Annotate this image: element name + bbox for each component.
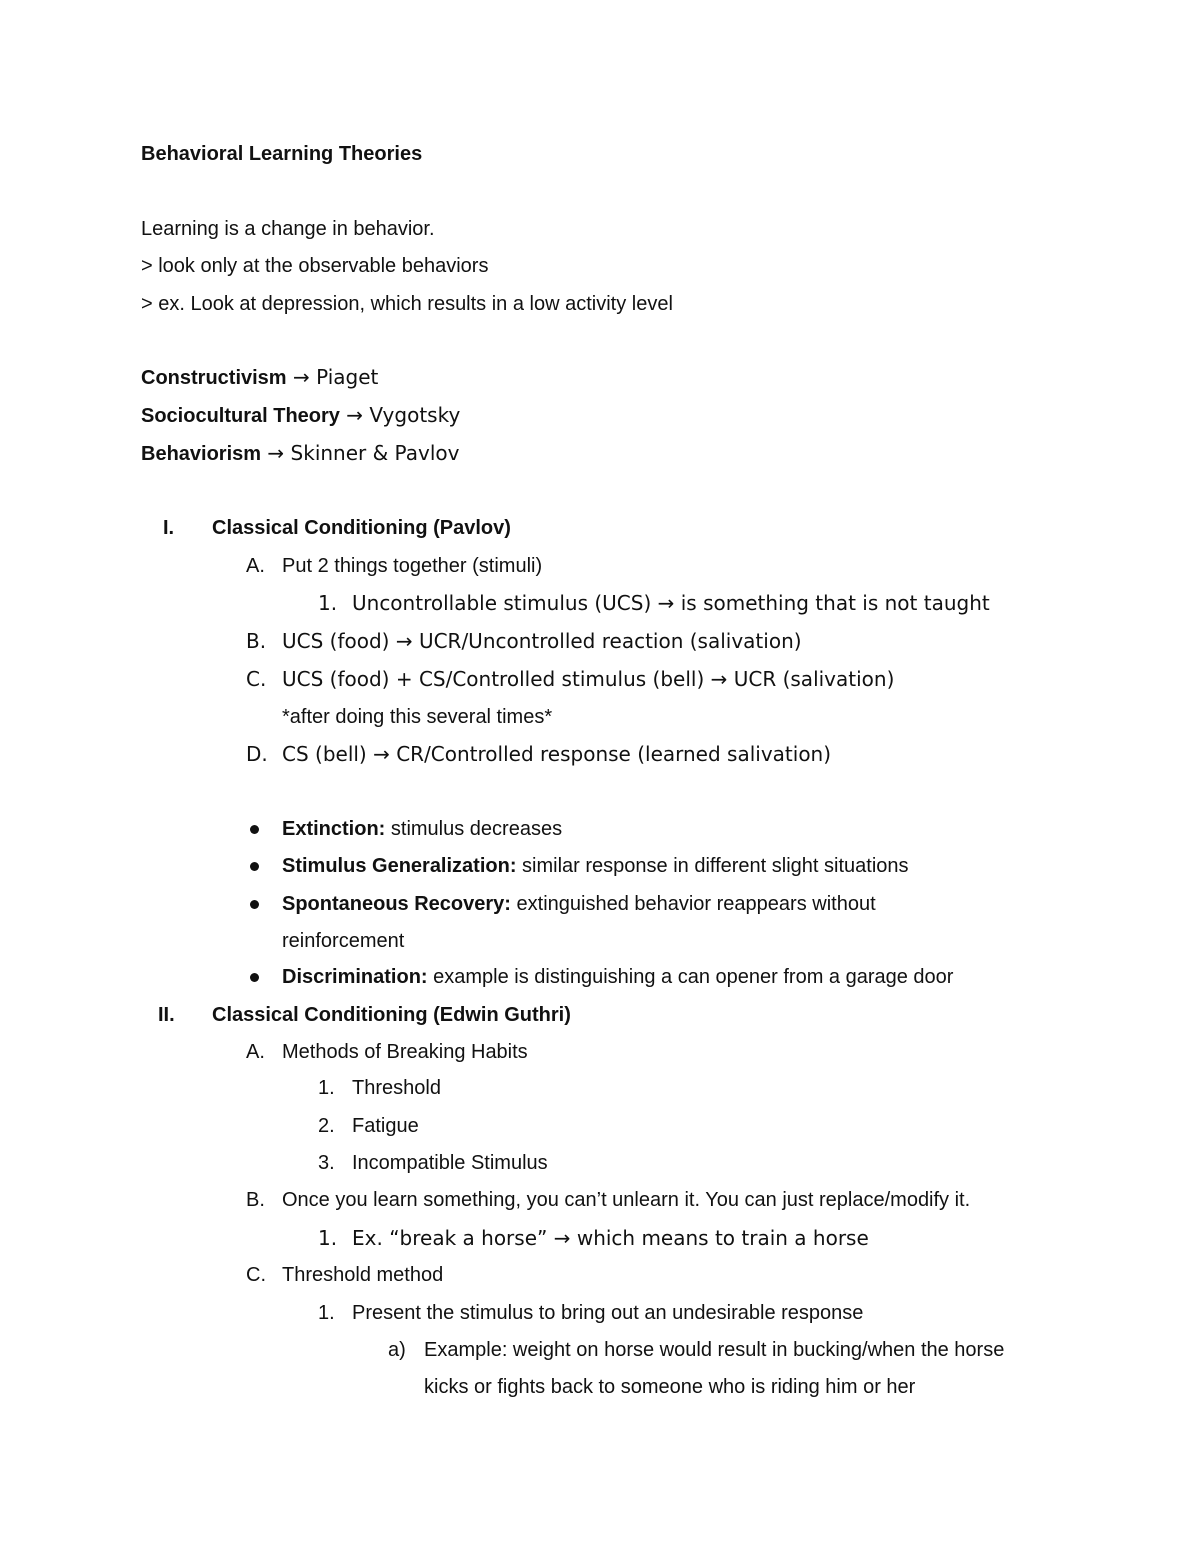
bullet-spontaneous-recovery — [282, 891, 876, 917]
section-2-numeral: II. — [158, 1004, 175, 1026]
section-2-item-b1: Ex. “break a horse” → which means to train a horse — [352, 1226, 869, 1250]
bullet-text: extinguished behavior reappears without — [510, 893, 876, 915]
bullet-term: Discrimination: — [282, 966, 428, 988]
theory-sociocultural — [141, 402, 460, 429]
section-2-item-a2: Fatigue — [352, 1115, 419, 1137]
section-1-item-a: Put 2 things together (stimuli) — [282, 555, 543, 577]
document-title: Behavioral Learning Theories — [141, 143, 423, 165]
theory-theorist: → Skinner & Pavlov — [261, 441, 460, 465]
bullet-discrimination — [282, 964, 953, 990]
theory-theorist: → Vygotsky — [339, 403, 461, 427]
list-marker: C. — [246, 1264, 266, 1286]
section-2-item-a1: Threshold — [352, 1077, 441, 1099]
bullet-term: Spontaneous Recovery: — [282, 893, 511, 915]
bullet-dot-icon — [250, 825, 259, 834]
list-marker: a) — [388, 1339, 406, 1361]
list-marker: B. — [246, 1189, 265, 1211]
bullet-term: Extinction: — [282, 818, 386, 840]
bullet-text: stimulus decreases — [385, 818, 563, 840]
list-marker: 3. — [318, 1152, 335, 1174]
section-2-item-b: Once you learn something, you can’t unlearn it. You can just replace/modify it. — [282, 1189, 971, 1211]
bullet-term: Stimulus Generalization: — [282, 855, 517, 877]
section-1-item-b: UCS (food) → UCR/Uncontrolled reaction (salivation) — [282, 629, 802, 653]
theory-theorist: → Piaget — [286, 365, 379, 389]
list-marker: 1. — [318, 1077, 335, 1099]
section-1-item-a1: Uncontrollable stimulus (UCS) → is something that is not taught — [352, 591, 990, 615]
section-1-item-c-note: *after doing this several times* — [282, 706, 553, 728]
intro-line-1: Learning is a change in behavior. — [141, 218, 435, 240]
intro-line-3: > ex. Look at depression, which results in a low activity level — [141, 293, 673, 315]
section-1-item-d: CS (bell) → CR/Controlled response (learned salivation) — [282, 742, 832, 766]
section-2-item-a: Methods of Breaking Habits — [282, 1041, 528, 1063]
section-2-item-c1a-cont: kicks or fights back to someone who is riding him or her — [424, 1376, 916, 1398]
theory-constructivism — [141, 364, 378, 391]
list-marker: D. — [246, 742, 268, 766]
section-2-item-c1a: Example: weight on horse would result in bucking/when the horse — [424, 1339, 1005, 1361]
theory-name: Sociocultural Theory — [141, 405, 340, 427]
bullet-stimulus-generalization — [282, 853, 909, 879]
bullet-text: example is distinguishing a can opener from a garage door — [427, 966, 954, 988]
bullet-extinction — [282, 816, 562, 842]
section-2-item-c1: Present the stimulus to bring out an undesirable response — [352, 1302, 864, 1324]
bullet-dot-icon — [250, 900, 259, 909]
list-marker: A. — [246, 1041, 265, 1063]
theory-name: Constructivism — [141, 367, 287, 389]
theory-behaviorism — [141, 440, 459, 467]
list-marker: 2. — [318, 1115, 335, 1137]
section-2-item-c: Threshold method — [282, 1264, 444, 1286]
list-marker: 1. — [318, 591, 338, 615]
list-marker: C. — [246, 667, 267, 691]
bullet-dot-icon — [250, 973, 259, 982]
section-2-heading: Classical Conditioning (Edwin Guthri) — [212, 1004, 571, 1026]
bullet-spontaneous-recovery-cont: reinforcement — [282, 930, 405, 952]
section-1-numeral: I. — [163, 517, 175, 539]
section-1-heading: Classical Conditioning (Pavlov) — [212, 517, 511, 539]
intro-line-2: > look only at the observable behaviors — [141, 255, 489, 277]
list-marker: A. — [246, 555, 265, 577]
section-1-item-c: UCS (food) + CS/Controlled stimulus (bell) → UCR (salivation) — [282, 667, 895, 691]
bullet-text: similar response in different slight situations — [516, 855, 909, 877]
section-2-item-a3: Incompatible Stimulus — [352, 1152, 548, 1174]
bullet-dot-icon — [250, 862, 259, 871]
list-marker: 1. — [318, 1302, 335, 1324]
list-marker: 1. — [318, 1226, 338, 1250]
theory-name: Behaviorism — [141, 443, 262, 465]
list-marker: B. — [246, 629, 267, 653]
